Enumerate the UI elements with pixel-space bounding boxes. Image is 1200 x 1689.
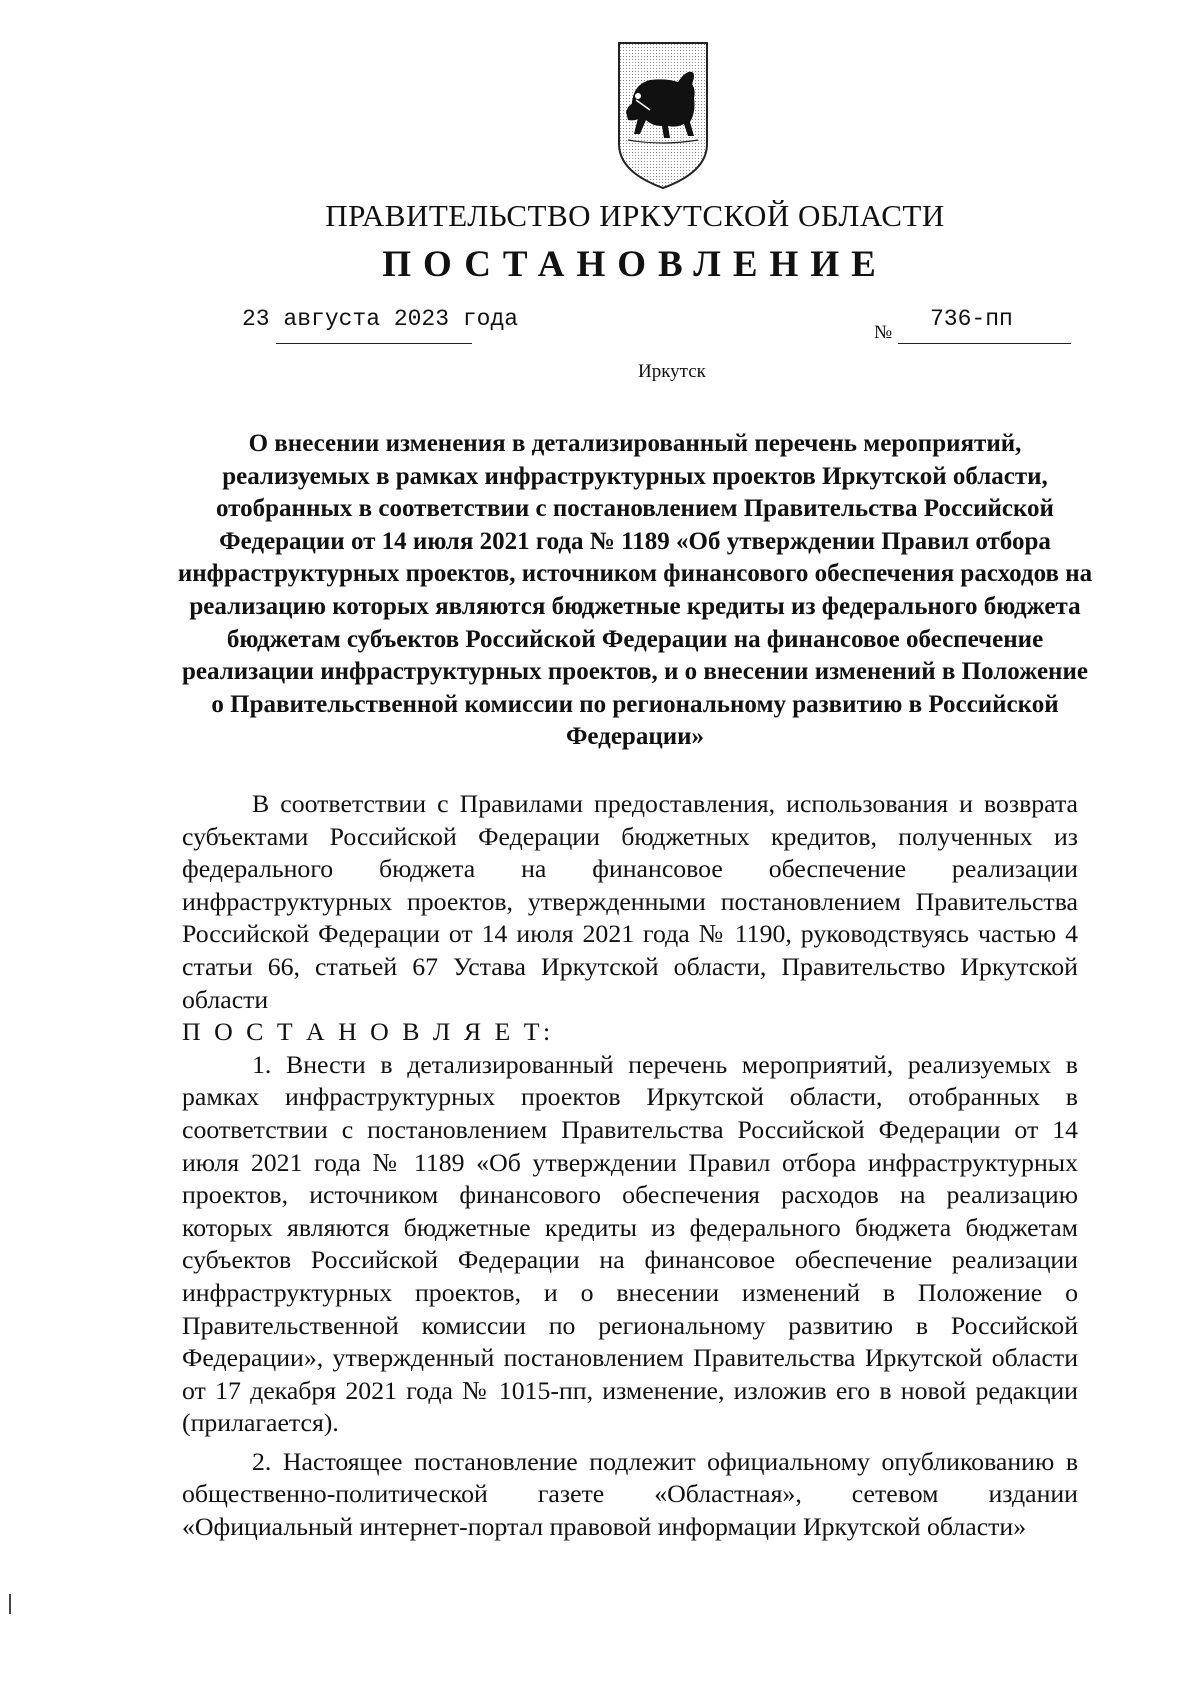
preamble-paragraph: В соответствии с Правилами предоставления, использования и возврата субъектами Российской Федерации бюджетных кредитов, полученных из федерального бюджета на финансовое обеспечение реализации инфраструктурных проектов, утвержденными постановлением Правительства Российской Федерации от 14 июля 2021 года № 1190, руководствуясь частью 4 статьи 66, статьей 67 Устава Иркутской области, Правительство Иркутской области [182, 789, 1078, 1014]
item-1-paragraph: 1. Внести в детализированный перечень мероприятий, реализуемых в рамках инфраструктурных проектов Иркутской области, отобранных в соответствии с постановлением Правительства Российской Федерации от 14 июля 2021 года № 1189 «Об утверждении Правил отбора инфраструктурных проектов, источником финансового обеспечения расходов на реализацию которых являются бюджетные кредиты из федерального бюджета бюджетам субъектов Российской Федерации на финансовое обеспечение реализации инфраструктурных проектов, и о внесении изменений в Положение о Правительственной комиссии по региональному развитию в Российской Федерации», утвержденный постановлением Правительства Иркутской области от 17 декабря 2021 года № 1015-пп, изменение, изложив его в новой редакции (прилагается). [182, 1049, 1078, 1438]
document-body [182, 788, 1078, 1544]
document-number: 736-пп [930, 306, 1013, 332]
document-title: О внесении изменения в детализированный перечень мероприятий, реализуемых в рамках инфраструктурных проектов Иркутской области, отобранных в соответствии с постановлением Правительства Российской Федерации от 14 июля 2021 года № 1189 «Об утверждении Правил отбора инфраструктурных проектов, источником финансового обеспечения расходов на реализацию которых являются бюджетные кредиты из федерального бюджета бюджетам субъектов Российской Федерации на финансовое обеспечение реализации инфраструктурных проектов, и о внесении изменений в Положение о Правительственной комиссии по региональному развитию в Российской Федерации» [177, 430, 1093, 751]
government-name: ПРАВИТЕЛЬСТВО ИРКУТСКОЙ ОБЛАСТИ [325, 198, 945, 233]
item-2-paragraph: 2. Настоящее постановление подлежит официальному опубликованию в общественно-политической газете «Областная», сетевом издании «Официальный интернет-портал правовой информации Иркутской области» [182, 1446, 1078, 1542]
irkutsk-coat-of-arms-icon [616, 40, 710, 190]
number-underline [898, 343, 1071, 344]
margin-mark [9, 1594, 11, 1614]
number-sign: № [874, 322, 893, 343]
document-city: Иркутск [638, 361, 706, 382]
decree-word: П О С Т А Н О В Л Я Е Т: [182, 1017, 554, 1047]
date-underline [276, 343, 472, 344]
document-date: 23 августа 2023 года [242, 306, 519, 332]
document-type-heading: ПОСТАНОВЛЕНИЕ [382, 244, 888, 285]
